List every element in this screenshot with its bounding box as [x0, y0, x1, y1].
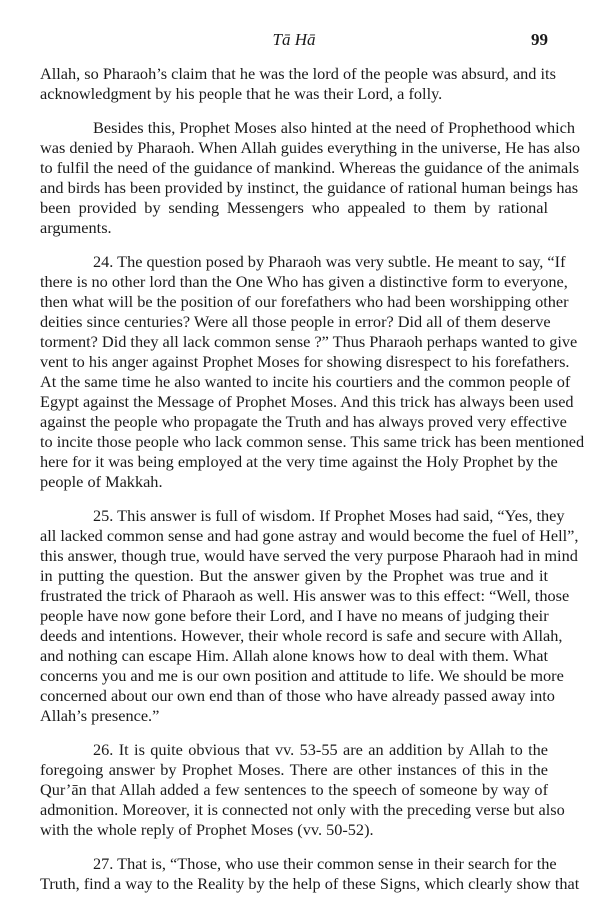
text-line: Qur’ān that Allah added a few sentences to the speech of someone by way of: [40, 780, 548, 799]
text-line: 25. This answer is full of wisdom. If Prophet Moses had said, “Yes, they: [93, 506, 565, 525]
text-line: there is no other lord than the One Who has given a distinctive form to everyone,: [40, 272, 568, 291]
page-header: [40, 28, 548, 52]
footnote-26: [40, 740, 565, 840]
running-title: Tā Hā: [272, 30, 316, 49]
text-line: Allah’s presence.”: [40, 706, 160, 725]
text-line: this answer, though true, would have served the very purpose Pharaoh had in mind: [40, 546, 578, 565]
text-line: been provided by sending Messengers who appealed to them by rational: [40, 198, 548, 217]
text-line: to fulfil the need of the guidance of mankind. Whereas the guidance of the animals: [40, 158, 580, 177]
text-line: with the whole reply of Prophet Moses (vv. 50-52).: [40, 820, 374, 839]
text-line: acknowledgment by his people that he was their Lord, a folly.: [40, 84, 443, 103]
text-line: Allah, so Pharaoh’s claim that he was the lord of the people was absurd, and its: [40, 64, 556, 83]
footnote-24: [40, 252, 585, 492]
text-line: torment? Did they all lack common sense ?” Thus Pharaoh perhaps wanted to give: [40, 332, 578, 351]
text-line: vent to his anger against Prophet Moses for showing disrespect to his forefathers.: [40, 352, 570, 371]
text-line: people have now gone before their Lord, and I have no means of judging their: [40, 606, 549, 625]
text-line: in putting the question. But the answer given by the Prophet was true and it: [40, 566, 548, 585]
text-line: deeds and intentions. However, their whole record is safe and secure with Allah,: [40, 626, 563, 645]
text-line: At the same time he also wanted to incite his courtiers and the common people of: [40, 372, 571, 391]
text-line: then what will be the position of our forefathers who had been worshipping other: [40, 292, 569, 311]
text-line: and nothing can escape Him. Allah alone knows how to deal with them. What: [40, 646, 548, 665]
page-number: 99: [531, 30, 548, 49]
text-line: frustrated the trick of Pharaoh as well. His answer was to this effect: “Well, those: [40, 586, 570, 605]
text-line: Besides this, Prophet Moses also hinted at the need of Prophethood which: [93, 118, 576, 137]
text-line: foregoing answer by Prophet Moses. There are other instances of this in the: [40, 760, 548, 779]
text-line: 26. It is quite obvious that vv. 53-55 are an addition by Allah to the: [93, 740, 548, 759]
text-line: people of Makkah.: [40, 472, 163, 491]
paragraph-continuation: [40, 64, 556, 104]
text-line: was denied by Pharaoh. When Allah guides everything in the universe, He has also: [40, 138, 581, 157]
text-line: 24. The question posed by Pharaoh was very subtle. He meant to say, “If: [93, 252, 566, 271]
text-line: arguments.: [40, 218, 112, 237]
footnote-25: [40, 506, 579, 726]
text-line: Egypt against the Message of Prophet Moses. And this trick has always been used: [40, 392, 574, 411]
text-line: admonition. Moreover, it is connected not only with the preceding verse but also: [40, 800, 565, 819]
text-line: to incite those people who lack common sense. This same trick has been mentioned: [40, 432, 585, 451]
text-line: concerns you and me is our own position and attitude to life. We should be more: [40, 666, 564, 685]
text-line: concerned about our own end than of those who have already passed away into: [40, 686, 555, 705]
footnote-27: [40, 854, 580, 894]
paragraph-besides: [40, 118, 581, 238]
text-line: here for it was being employed at the very time against the Holy Prophet by the: [40, 452, 558, 471]
text-line: all lacked common sense and had gone astray and would become the fuel of Hell”,: [40, 526, 579, 545]
page-body: [40, 64, 585, 908]
text-line: deities since centuries? Were all those people in error? Did all of them deserve: [40, 312, 551, 331]
text-line: Truth, find a way to the Reality by the help of these Signs, which clearly show that: [40, 874, 580, 893]
text-line: and birds has been provided by instinct, the guidance of rational human beings has: [40, 178, 579, 197]
text-line: against the people who propagate the Truth and has always proved very effective: [40, 412, 567, 431]
text-line: 27. That is, “Those, who use their common sense in their search for the: [93, 854, 557, 873]
